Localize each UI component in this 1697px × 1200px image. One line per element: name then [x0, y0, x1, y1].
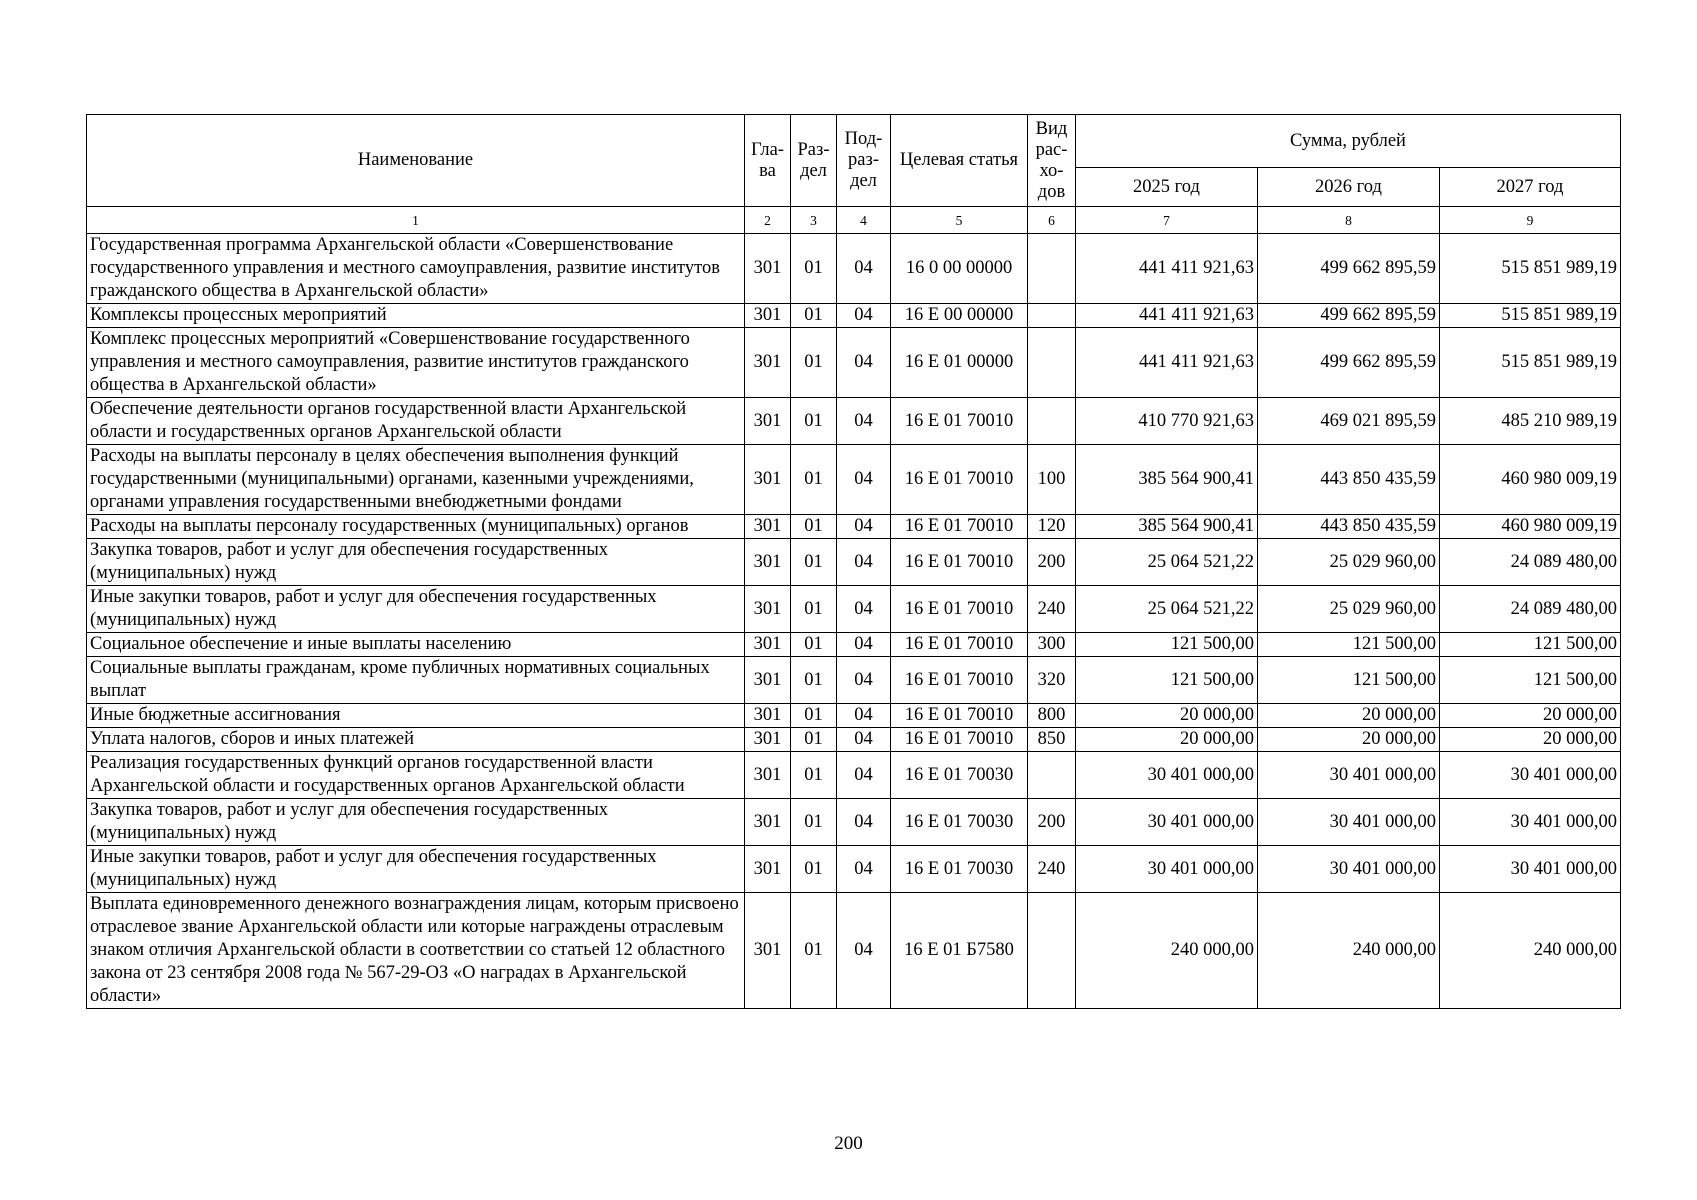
cell-section: 01: [791, 846, 837, 893]
cell-sum-2027: 460 980 009,19: [1440, 445, 1621, 515]
cell-section: 01: [791, 586, 837, 633]
cell-target-article: 16 Е 01 70030: [891, 799, 1028, 846]
cell-sum-2026: 499 662 895,59: [1258, 328, 1440, 398]
cell-expense-type: [1028, 752, 1076, 799]
header-target-article: Целевая статья: [891, 115, 1028, 207]
cell-expense-type: 240: [1028, 586, 1076, 633]
cell-chapter: 301: [745, 633, 791, 657]
table-row: [87, 893, 1621, 1009]
header-expense-type: Вид рас-хо-дов: [1028, 115, 1076, 207]
cell-target-article: 16 Е 00 00000: [891, 304, 1028, 328]
cell-section: 01: [791, 445, 837, 515]
cell-section: 01: [791, 304, 837, 328]
cell-sum-2025: 410 770 921,63: [1076, 398, 1258, 445]
cell-sum-2027: 30 401 000,00: [1440, 752, 1621, 799]
cell-name: Иные бюджетные ассигнования: [87, 704, 745, 728]
cell-target-article: 16 Е 01 70010: [891, 445, 1028, 515]
column-number: 7: [1076, 207, 1258, 234]
cell-sum-2025: 25 064 521,22: [1076, 539, 1258, 586]
cell-chapter: 301: [745, 893, 791, 1009]
table-row: [87, 515, 1621, 539]
cell-section: 01: [791, 633, 837, 657]
table-row: [87, 586, 1621, 633]
column-number-row: [87, 207, 1621, 234]
cell-subsection: 04: [837, 799, 891, 846]
table-row: [87, 728, 1621, 752]
table-row: [87, 398, 1621, 445]
cell-section: 01: [791, 539, 837, 586]
cell-subsection: 04: [837, 752, 891, 799]
cell-sum-2025: 385 564 900,41: [1076, 445, 1258, 515]
cell-section: 01: [791, 799, 837, 846]
cell-sum-2027: 30 401 000,00: [1440, 846, 1621, 893]
cell-subsection: 04: [837, 304, 891, 328]
table-row: [87, 328, 1621, 398]
cell-chapter: 301: [745, 445, 791, 515]
cell-target-article: 16 Е 01 70010: [891, 586, 1028, 633]
cell-name: Закупка товаров, работ и услуг для обеспечения государственных (муниципальных) нужд: [87, 539, 745, 586]
cell-sum-2025: 441 411 921,63: [1076, 234, 1258, 304]
cell-chapter: 301: [745, 304, 791, 328]
header-row-top: [87, 115, 1621, 168]
cell-expense-type: [1028, 398, 1076, 445]
cell-sum-2025: 25 064 521,22: [1076, 586, 1258, 633]
cell-sum-2027: 240 000,00: [1440, 893, 1621, 1009]
cell-section: 01: [791, 234, 837, 304]
cell-sum-2026: 30 401 000,00: [1258, 846, 1440, 893]
header-sum: Сумма, рублей: [1076, 115, 1621, 168]
cell-subsection: 04: [837, 445, 891, 515]
cell-sum-2025: 30 401 000,00: [1076, 752, 1258, 799]
table-row: [87, 657, 1621, 704]
cell-subsection: 04: [837, 398, 891, 445]
cell-name: Закупка товаров, работ и услуг для обеспечения государственных (муниципальных) нужд: [87, 799, 745, 846]
cell-name: Социальное обеспечение и иные выплаты населению: [87, 633, 745, 657]
cell-sum-2026: 499 662 895,59: [1258, 234, 1440, 304]
cell-subsection: 04: [837, 728, 891, 752]
cell-sum-2026: 499 662 895,59: [1258, 304, 1440, 328]
cell-expense-type: 320: [1028, 657, 1076, 704]
cell-sum-2025: 441 411 921,63: [1076, 304, 1258, 328]
cell-section: 01: [791, 328, 837, 398]
cell-expense-type: [1028, 893, 1076, 1009]
cell-expense-type: 200: [1028, 799, 1076, 846]
cell-sum-2025: 20 000,00: [1076, 728, 1258, 752]
cell-chapter: 301: [745, 728, 791, 752]
cell-subsection: 04: [837, 328, 891, 398]
cell-chapter: 301: [745, 799, 791, 846]
cell-sum-2025: 385 564 900,41: [1076, 515, 1258, 539]
cell-subsection: 04: [837, 515, 891, 539]
cell-chapter: 301: [745, 846, 791, 893]
cell-sum-2027: 20 000,00: [1440, 704, 1621, 728]
table-row: [87, 752, 1621, 799]
table-row: [87, 633, 1621, 657]
cell-expense-type: 120: [1028, 515, 1076, 539]
cell-chapter: 301: [745, 328, 791, 398]
cell-name: Расходы на выплаты персоналу государственных (муниципальных) органов: [87, 515, 745, 539]
cell-sum-2027: 121 500,00: [1440, 657, 1621, 704]
cell-name: Социальные выплаты гражданам, кроме публичных нормативных социальных выплат: [87, 657, 745, 704]
cell-sum-2025: 240 000,00: [1076, 893, 1258, 1009]
cell-sum-2025: 30 401 000,00: [1076, 846, 1258, 893]
cell-expense-type: 240: [1028, 846, 1076, 893]
cell-expense-type: 300: [1028, 633, 1076, 657]
cell-sum-2027: 515 851 989,19: [1440, 328, 1621, 398]
cell-sum-2025: 30 401 000,00: [1076, 799, 1258, 846]
cell-name: Обеспечение деятельности органов государственной власти Архангельской области и государственных органов Архангельской области: [87, 398, 745, 445]
cell-sum-2026: 121 500,00: [1258, 657, 1440, 704]
cell-expense-type: [1028, 328, 1076, 398]
cell-sum-2026: 443 850 435,59: [1258, 445, 1440, 515]
cell-sum-2026: 20 000,00: [1258, 704, 1440, 728]
cell-sum-2026: 443 850 435,59: [1258, 515, 1440, 539]
cell-sum-2025: 121 500,00: [1076, 657, 1258, 704]
column-number: 5: [891, 207, 1028, 234]
cell-section: 01: [791, 752, 837, 799]
cell-target-article: 16 Е 01 70010: [891, 728, 1028, 752]
cell-section: 01: [791, 398, 837, 445]
cell-subsection: 04: [837, 234, 891, 304]
cell-chapter: 301: [745, 704, 791, 728]
column-number: 1: [87, 207, 745, 234]
cell-target-article: 16 Е 01 Б7580: [891, 893, 1028, 1009]
cell-subsection: 04: [837, 633, 891, 657]
cell-target-article: 16 0 00 00000: [891, 234, 1028, 304]
cell-subsection: 04: [837, 539, 891, 586]
header-name: Наименование: [87, 115, 745, 207]
column-number: 4: [837, 207, 891, 234]
cell-target-article: 16 Е 01 70010: [891, 704, 1028, 728]
cell-chapter: 301: [745, 515, 791, 539]
cell-name: Комплексы процессных мероприятий: [87, 304, 745, 328]
cell-sum-2026: 25 029 960,00: [1258, 586, 1440, 633]
table-row: [87, 304, 1621, 328]
cell-sum-2027: 121 500,00: [1440, 633, 1621, 657]
cell-subsection: 04: [837, 657, 891, 704]
cell-section: 01: [791, 657, 837, 704]
cell-expense-type: 100: [1028, 445, 1076, 515]
cell-sum-2027: 24 089 480,00: [1440, 539, 1621, 586]
cell-sum-2027: 30 401 000,00: [1440, 799, 1621, 846]
cell-sum-2026: 121 500,00: [1258, 633, 1440, 657]
cell-name: Иные закупки товаров, работ и услуг для обеспечения государственных (муниципальных) нужд: [87, 586, 745, 633]
cell-sum-2026: 25 029 960,00: [1258, 539, 1440, 586]
cell-sum-2026: 30 401 000,00: [1258, 799, 1440, 846]
table-row: [87, 445, 1621, 515]
cell-sum-2026: 20 000,00: [1258, 728, 1440, 752]
cell-sum-2025: 20 000,00: [1076, 704, 1258, 728]
header-year-2025: 2025 год: [1076, 168, 1258, 207]
cell-name: Реализация государственных функций органов государственной власти Архангельской области и государственных органов Архангельской области: [87, 752, 745, 799]
cell-section: 01: [791, 515, 837, 539]
header-chapter: Гла-ва: [745, 115, 791, 207]
cell-target-article: 16 Е 01 70010: [891, 657, 1028, 704]
cell-name: Комплекс процессных мероприятий «Совершенствование государственного управления и местного самоуправления, развитие институтов гражданского общества в Архангельской области»: [87, 328, 745, 398]
cell-sum-2026: 469 021 895,59: [1258, 398, 1440, 445]
cell-target-article: 16 Е 01 70010: [891, 539, 1028, 586]
column-number: 8: [1258, 207, 1440, 234]
column-number: 6: [1028, 207, 1076, 234]
cell-expense-type: [1028, 234, 1076, 304]
table-row: [87, 539, 1621, 586]
cell-name: Расходы на выплаты персоналу в целях обеспечения выполнения функций государственными (муниципальными) органами, казенными учреждениями, органами управления государственными внебюджетными фондами: [87, 445, 745, 515]
cell-subsection: 04: [837, 586, 891, 633]
cell-name: Иные закупки товаров, работ и услуг для обеспечения государственных (муниципальных) нужд: [87, 846, 745, 893]
cell-sum-2027: 485 210 989,19: [1440, 398, 1621, 445]
cell-name: Выплата единовременного денежного вознаграждения лицам, которым присвоено отраслевое звание Архангельской области или которые награждены отраслевым знаком отличия Архангельской области в соответствии со статьей 12 областного закона от 23 сентября 2008 года № 567-29-ОЗ «О наградах в Архангельской области»: [87, 893, 745, 1009]
table-body: [87, 234, 1621, 1009]
cell-subsection: 04: [837, 704, 891, 728]
cell-section: 01: [791, 893, 837, 1009]
column-number: 2: [745, 207, 791, 234]
column-number: 9: [1440, 207, 1621, 234]
cell-chapter: 301: [745, 398, 791, 445]
header-section: Раз-дел: [791, 115, 837, 207]
cell-chapter: 301: [745, 657, 791, 704]
cell-section: 01: [791, 728, 837, 752]
table-row: [87, 704, 1621, 728]
cell-section: 01: [791, 704, 837, 728]
cell-chapter: 301: [745, 752, 791, 799]
header-year-2026: 2026 год: [1258, 168, 1440, 207]
budget-table: [86, 114, 1621, 1009]
cell-sum-2025: 441 411 921,63: [1076, 328, 1258, 398]
cell-sum-2027: 20 000,00: [1440, 728, 1621, 752]
page-number: 200: [834, 1133, 863, 1154]
cell-sum-2026: 30 401 000,00: [1258, 752, 1440, 799]
cell-name: Государственная программа Архангельской области «Совершенствование государственного управления и местного самоуправления, развитие институтов гражданского общества в Архангельской области»: [87, 234, 745, 304]
cell-chapter: 301: [745, 539, 791, 586]
cell-expense-type: [1028, 304, 1076, 328]
cell-sum-2027: 515 851 989,19: [1440, 304, 1621, 328]
cell-subsection: 04: [837, 893, 891, 1009]
table-row: [87, 846, 1621, 893]
cell-target-article: 16 Е 01 70030: [891, 846, 1028, 893]
header-year-2027: 2027 год: [1440, 168, 1621, 207]
table-row: [87, 234, 1621, 304]
cell-chapter: 301: [745, 586, 791, 633]
cell-target-article: 16 Е 01 70010: [891, 398, 1028, 445]
cell-chapter: 301: [745, 234, 791, 304]
cell-target-article: 16 Е 01 70010: [891, 515, 1028, 539]
cell-expense-type: 200: [1028, 539, 1076, 586]
cell-sum-2025: 121 500,00: [1076, 633, 1258, 657]
cell-name: Уплата налогов, сборов и иных платежей: [87, 728, 745, 752]
cell-sum-2027: 515 851 989,19: [1440, 234, 1621, 304]
table-row: [87, 799, 1621, 846]
cell-target-article: 16 Е 01 00000: [891, 328, 1028, 398]
cell-sum-2027: 24 089 480,00: [1440, 586, 1621, 633]
cell-expense-type: 800: [1028, 704, 1076, 728]
cell-subsection: 04: [837, 846, 891, 893]
header-subsection: Под-раз-дел: [837, 115, 891, 207]
cell-sum-2026: 240 000,00: [1258, 893, 1440, 1009]
column-number: 3: [791, 207, 837, 234]
cell-expense-type: 850: [1028, 728, 1076, 752]
cell-target-article: 16 Е 01 70030: [891, 752, 1028, 799]
cell-sum-2027: 460 980 009,19: [1440, 515, 1621, 539]
cell-target-article: 16 Е 01 70010: [891, 633, 1028, 657]
